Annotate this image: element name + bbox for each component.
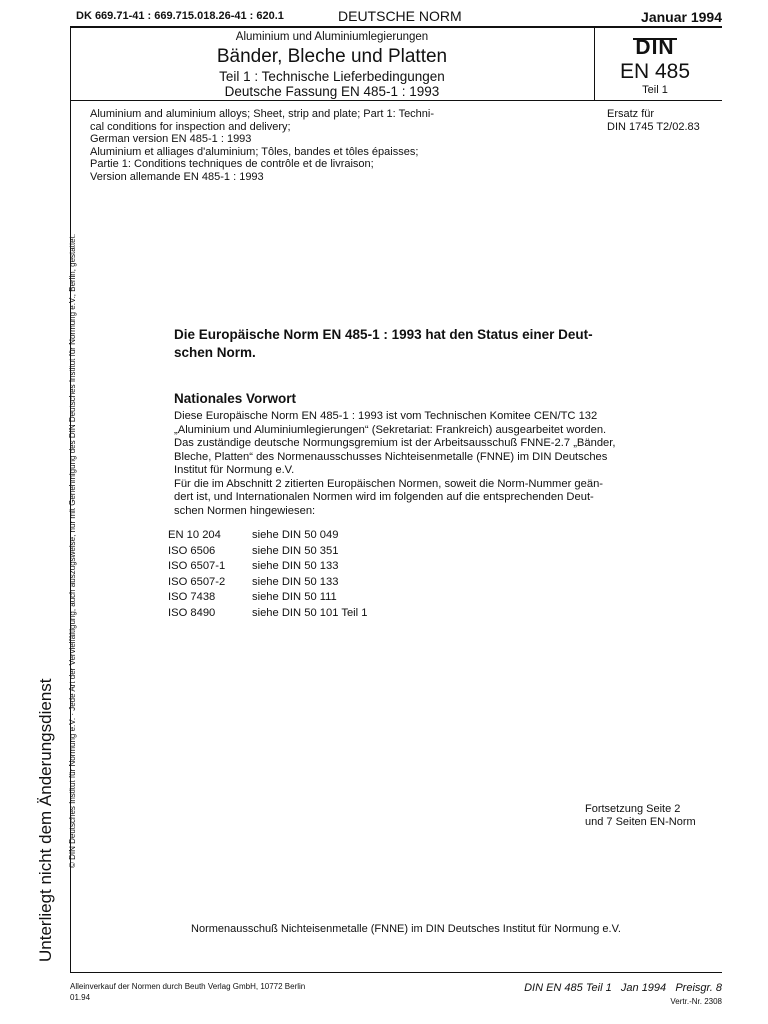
fr-line-3: Version allemande EN 485-1 : 1993 bbox=[90, 170, 264, 183]
reference-standard: ISO 6507-2 bbox=[168, 575, 226, 588]
foreword-p2-l2: Bleche, Platten“ des Normenausschusses Nichteisenmetalle (FNNE) im DIN Deutsches bbox=[174, 450, 608, 463]
foreword-heading: Nationales Vorwort bbox=[174, 391, 297, 406]
continuation-line-2: und 7 Seiten EN-Norm bbox=[585, 815, 696, 828]
reference-row bbox=[168, 559, 367, 575]
status-line-1: Die Europäische Norm EN 485-1 : 1993 hat den Status einer Deut- bbox=[174, 327, 593, 342]
title-divider bbox=[594, 26, 595, 100]
en-line-3: German version EN 485-1 : 1993 bbox=[90, 133, 252, 146]
title-line-1: Aluminium und Aluminiumlegierungen bbox=[235, 31, 429, 43]
reference-din: siehe DIN 50 111 bbox=[252, 591, 337, 603]
replaces-line-1: Ersatz für bbox=[607, 108, 655, 120]
foreword-p1-l1: Diese Europäische Norm EN 485-1 : 1993 ist vom Technischen Komitee CEN/TC 132 bbox=[174, 410, 598, 422]
reference-row bbox=[168, 528, 367, 544]
standard-number: EN 485 bbox=[619, 60, 691, 83]
status-line-2: schen Norm. bbox=[174, 345, 256, 360]
foreword-p2-l3: Institut für Normung e.V. bbox=[174, 464, 295, 476]
title-line-4: Deutsche Fassung EN 485-1 : 1993 bbox=[224, 84, 440, 99]
standard-part: Teil 1 bbox=[642, 84, 668, 96]
reference-din: siehe DIN 50 101 Teil 1 bbox=[252, 606, 368, 619]
committee-line: Normenausschuß Nichteisenmetalle (FNNE) im DIN Deutsches Institut für Normung e.V. bbox=[191, 923, 621, 935]
title-line-3: Teil 1 : Technische Lieferbedingungen bbox=[219, 69, 445, 84]
reference-din: siehe DIN 50 133 bbox=[252, 575, 339, 588]
din-logo-text: DIN bbox=[635, 36, 675, 59]
continuation-note bbox=[585, 803, 696, 828]
reference-standard: ISO 6507-1 bbox=[168, 560, 226, 572]
reference-row bbox=[168, 575, 367, 591]
issue-date: Januar 1994 bbox=[641, 9, 722, 25]
reference-din: siehe DIN 50 351 bbox=[252, 544, 339, 557]
status-statement bbox=[174, 326, 644, 362]
reference-row bbox=[168, 544, 367, 560]
continuation-line-1: Fortsetzung Seite 2 bbox=[585, 803, 681, 815]
document-title: Bänder, Bleche und Platten bbox=[216, 46, 448, 67]
foreword-body bbox=[174, 410, 634, 518]
reference-din: siehe DIN 50 049 bbox=[252, 529, 339, 541]
reference-standard: ISO 7438 bbox=[168, 591, 216, 603]
foreword-p1-l2: „Aluminium und Aluminiumlegierungen“ (Sekretariat: Frankreich) ausgearbeitet worden. bbox=[174, 423, 607, 436]
foreword-p3-l2: dert ist, und Internationalen Normen wird im folgenden auf die entsprechenden Deut- bbox=[174, 491, 594, 503]
footer-rule bbox=[70, 972, 722, 973]
reference-list bbox=[168, 528, 367, 621]
document-reference: DIN EN 485 Teil 1 Jan 1994 Preisgr. 8 bbox=[524, 982, 722, 994]
copyright-notice: © DIN Deutsches Institut für Normung e.V. · Jede Art der Vervielfältigung, auch auszugsweise, nur mit Genehmigung des DIN Deutsches Institut für Normung e.V., Berlin, gestattet. bbox=[68, 233, 77, 868]
din-logo bbox=[630, 36, 680, 60]
vertrieb-number: Vertr.-Nr. 2308 bbox=[670, 997, 722, 1006]
sales-note bbox=[70, 981, 305, 1003]
foreword-p3-l1: Für die im Abschnitt 2 zitierten Europäischen Normen, soweit die Norm-Nummer geän- bbox=[174, 477, 604, 490]
amendment-notice: Unterliegt nicht dem Änderungsdienst bbox=[36, 678, 55, 962]
title-translations bbox=[90, 108, 490, 184]
reference-standard: EN 10 204 bbox=[168, 529, 221, 541]
print-code: 01.94 bbox=[70, 993, 91, 1002]
reference-standard: ISO 8490 bbox=[168, 606, 216, 619]
document-type: DEUTSCHE NORM bbox=[338, 8, 462, 24]
foreword-p3-l3: schen Normen hingewiesen: bbox=[174, 504, 316, 517]
en-line-2: cal conditions for inspection and delivery; bbox=[90, 120, 291, 133]
title-bottom-rule bbox=[70, 100, 722, 101]
replaces-note bbox=[607, 108, 700, 133]
reference-standard: ISO 6506 bbox=[168, 544, 216, 557]
fr-line-2: Partie 1: Conditions techniques de contrôle et de livraison; bbox=[90, 158, 374, 171]
reference-row bbox=[168, 606, 367, 622]
dk-classification: DK 669.71-41 : 669.715.018.26-41 : 620.1 bbox=[76, 10, 284, 22]
sales-line: Alleinverkauf der Normen durch Beuth Verlag GmbH, 10772 Berlin bbox=[70, 982, 306, 991]
foreword-p2-l1: Das zuständige deutsche Normungsgremium ist der Arbeitsausschuß FNNE-2.7 „Bänder, bbox=[174, 437, 616, 449]
en-line-1: Aluminium and aluminium alloys; Sheet, strip and plate; Part 1: Techni- bbox=[90, 108, 435, 120]
reference-din: siehe DIN 50 133 bbox=[252, 560, 339, 572]
reference-row bbox=[168, 590, 367, 606]
top-rule bbox=[70, 26, 722, 28]
replaces-line-2: DIN 1745 T2/02.83 bbox=[607, 120, 700, 133]
fr-line-1: Aluminium et alliages d'aluminium; Tôles, bandes et tôles épaisses; bbox=[90, 145, 419, 158]
